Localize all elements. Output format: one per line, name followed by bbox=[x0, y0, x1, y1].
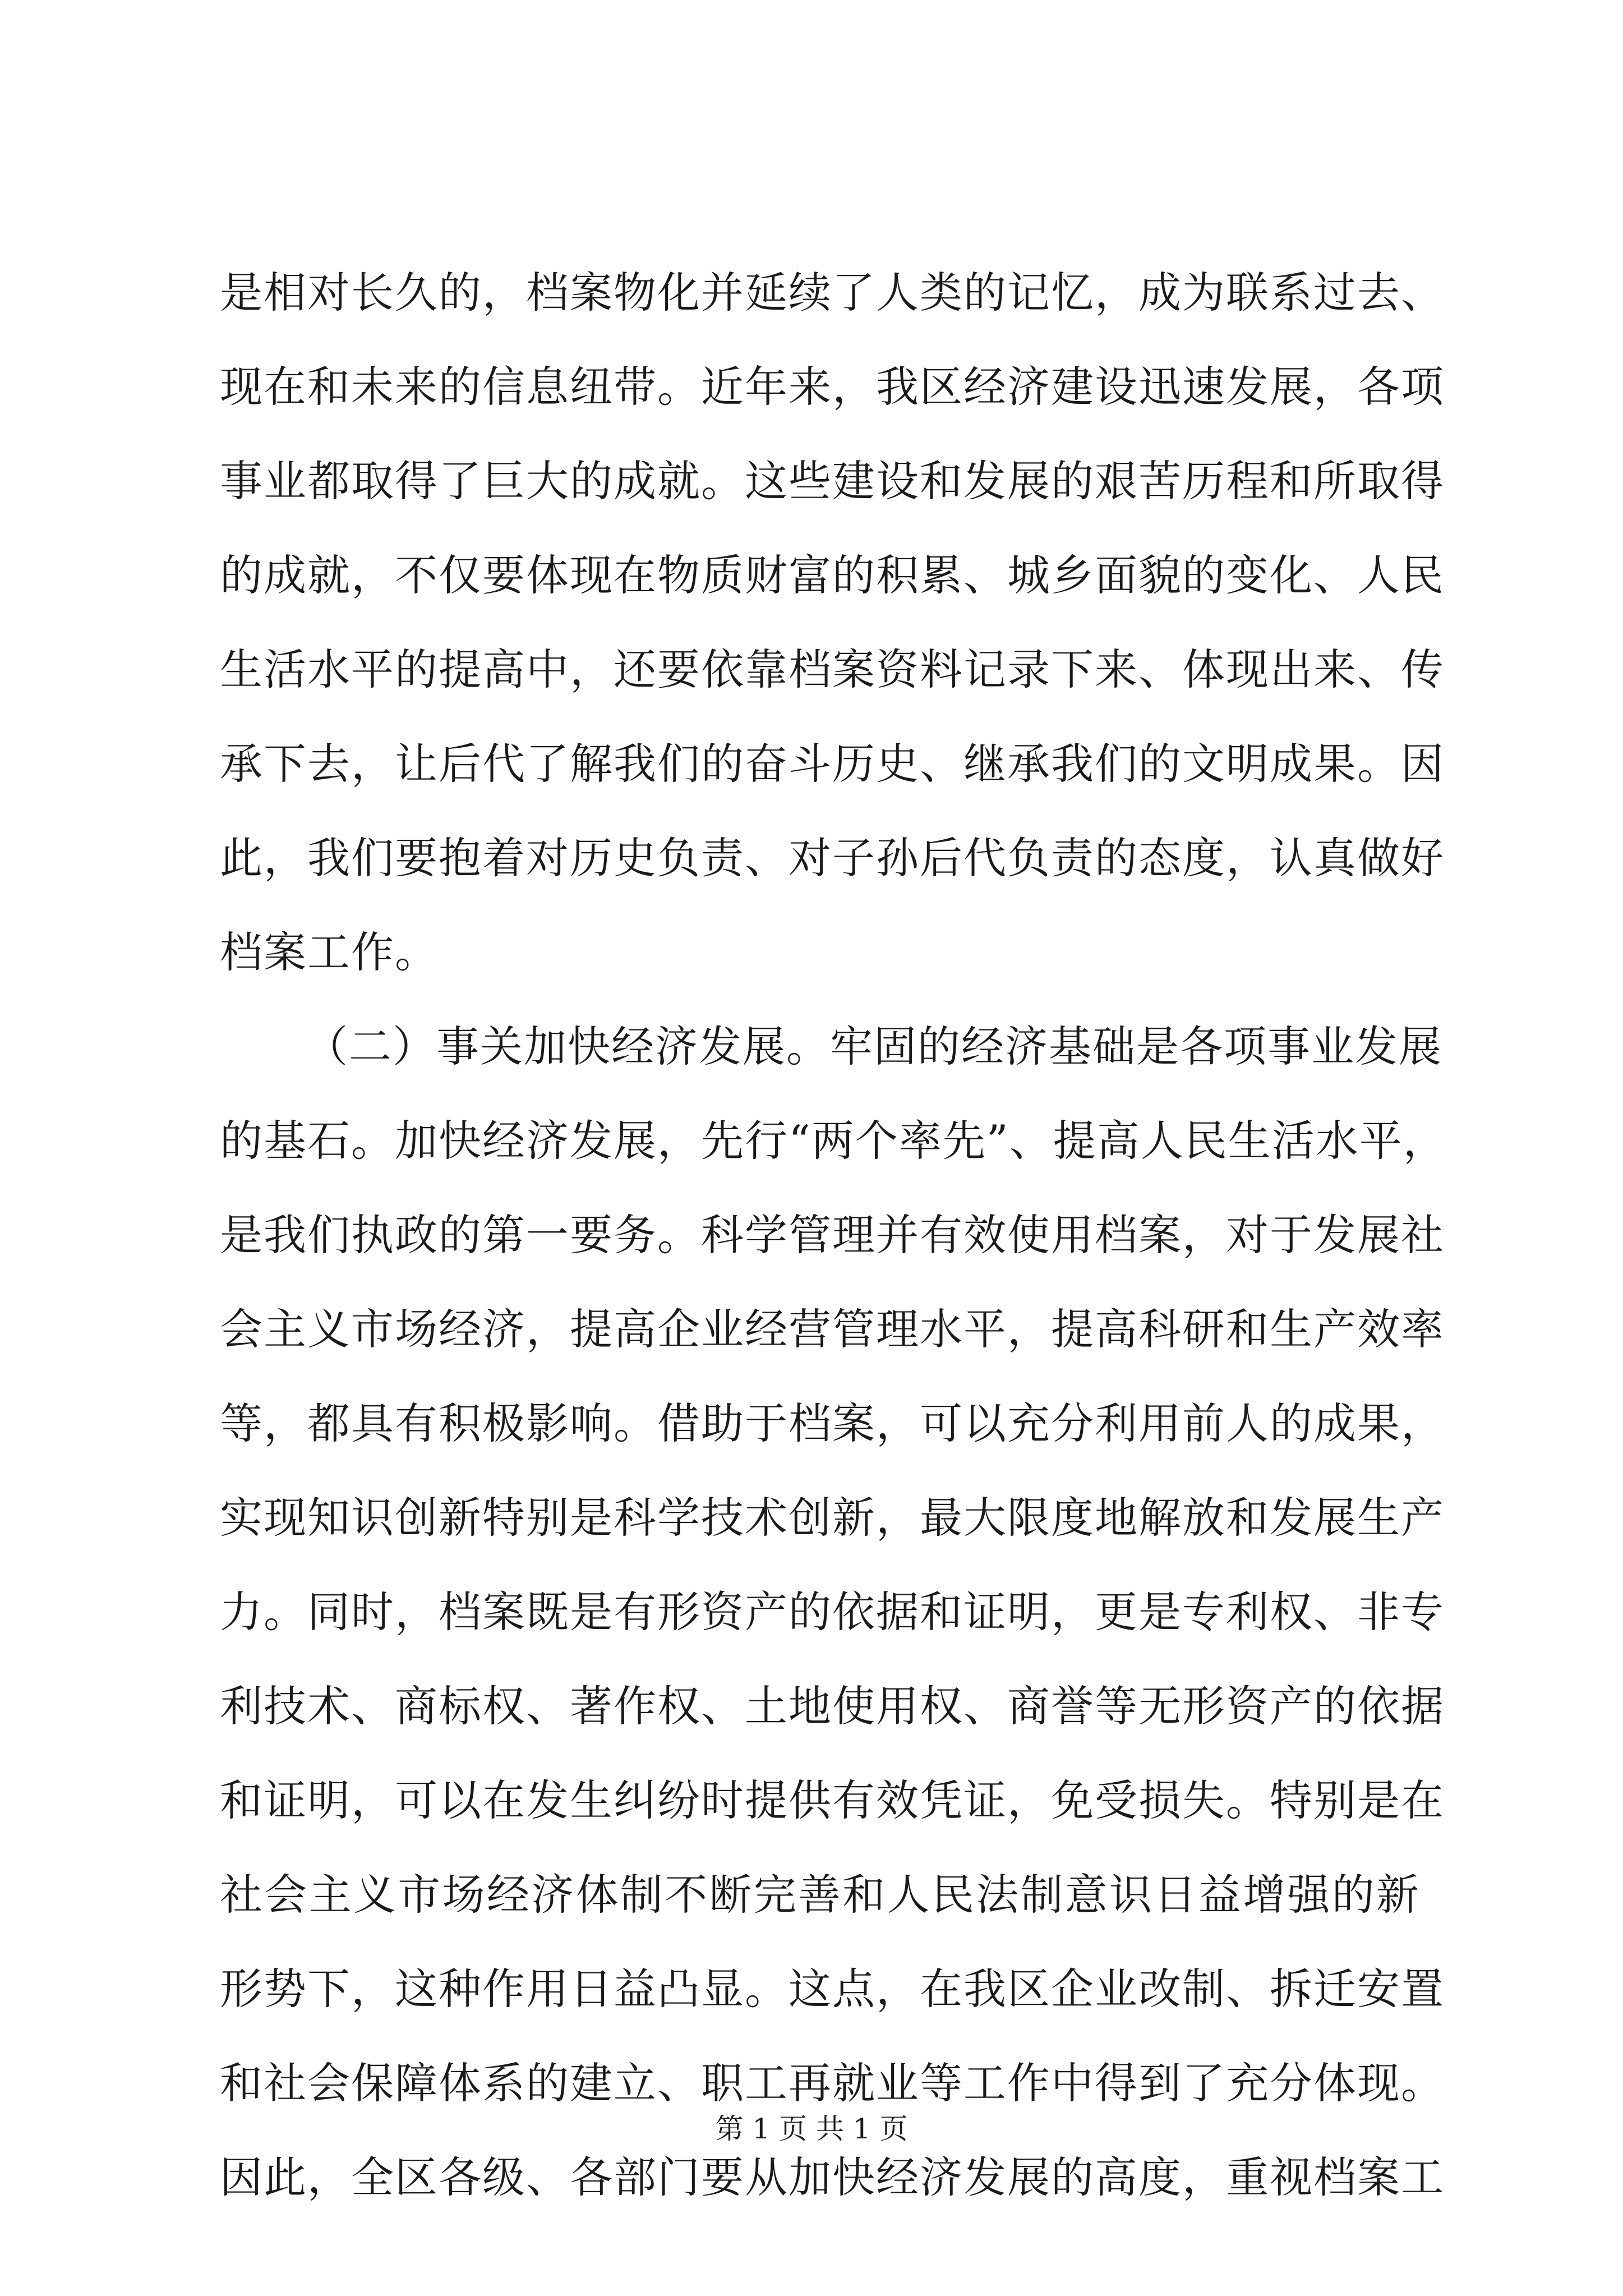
text-line: 的成就，不仅要体现在物质财富的积累、城乡面貌的变化、人民 bbox=[220, 550, 1445, 600]
text-line: 形势下，这种作用日益凸显。这点，在我区企业改制、拆迁安置 bbox=[220, 1964, 1445, 2014]
text-line: 档案工作。 bbox=[220, 927, 439, 977]
text-line: 是相对长久的，档案物化并延续了人类的记忆，成为联系过去、 bbox=[220, 268, 1445, 318]
body-text bbox=[220, 246, 1447, 2225]
text-line: 会主义市场经济，提高企业经营管理水平，提高科研和生产效率 bbox=[220, 1304, 1445, 1354]
text-line: 力。同时，档案既是有形资产的依据和证明，更是专利权、非专 bbox=[220, 1587, 1445, 1637]
text-line: 社会主义市场经济体制不断完善和人民法制意识日益增强的新 bbox=[220, 1870, 1420, 1920]
text-line: 事业都取得了巨大的成就。这些建设和发展的艰苦历程和所取得 bbox=[220, 456, 1445, 506]
text-line: 此，我们要抱着对历史负责、对子孙后代负责的态度，认真做好 bbox=[220, 833, 1445, 883]
text-line: 是我们执政的第一要务。科学管理并有效使用档案，对于发展社 bbox=[220, 1210, 1445, 1260]
text-line: 的基石。加快经济发展，先行“两个率先”、提高人民生活水平， bbox=[220, 1116, 1447, 1166]
paragraph-heading-line: （二）事关加快经济发展。牢固的经济基础是各项事业发展 bbox=[305, 1022, 1442, 1071]
text-line: 和证明，可以在发生纠纷时提供有效凭证，免受损失。特别是在 bbox=[220, 1775, 1445, 1825]
text-line: 等，都具有积极影响。借助于档案，可以充分利用前人的成果， bbox=[220, 1398, 1445, 1448]
text-line: 现在和未来的信息纽带。近年来，我区经济建设迅速发展，各项 bbox=[220, 362, 1445, 412]
text-line: 生活水平的提高中，还要依靠档案资料记录下来、体现出来、传 bbox=[220, 645, 1445, 694]
text-line: 和社会保障体系的建立、职工再就业等工作中得到了充分体现。 bbox=[220, 2058, 1445, 2108]
text-line: 利技术、商标权、著作权、土地使用权、商誉等无形资产的依据 bbox=[220, 1681, 1445, 1731]
text-line: 承下去，让后代了解我们的奋斗历史、继承我们的文明成果。因 bbox=[220, 739, 1445, 789]
text-line: 因此，全区各级、各部门要从加快经济发展的高度，重视档案工 bbox=[220, 2152, 1445, 2202]
page-number-footer: 第 1 页 共 1 页 bbox=[715, 2113, 908, 2145]
text-line: 实现知识创新特别是科学技术创新，最大限度地解放和发展生产 bbox=[220, 1493, 1445, 1543]
